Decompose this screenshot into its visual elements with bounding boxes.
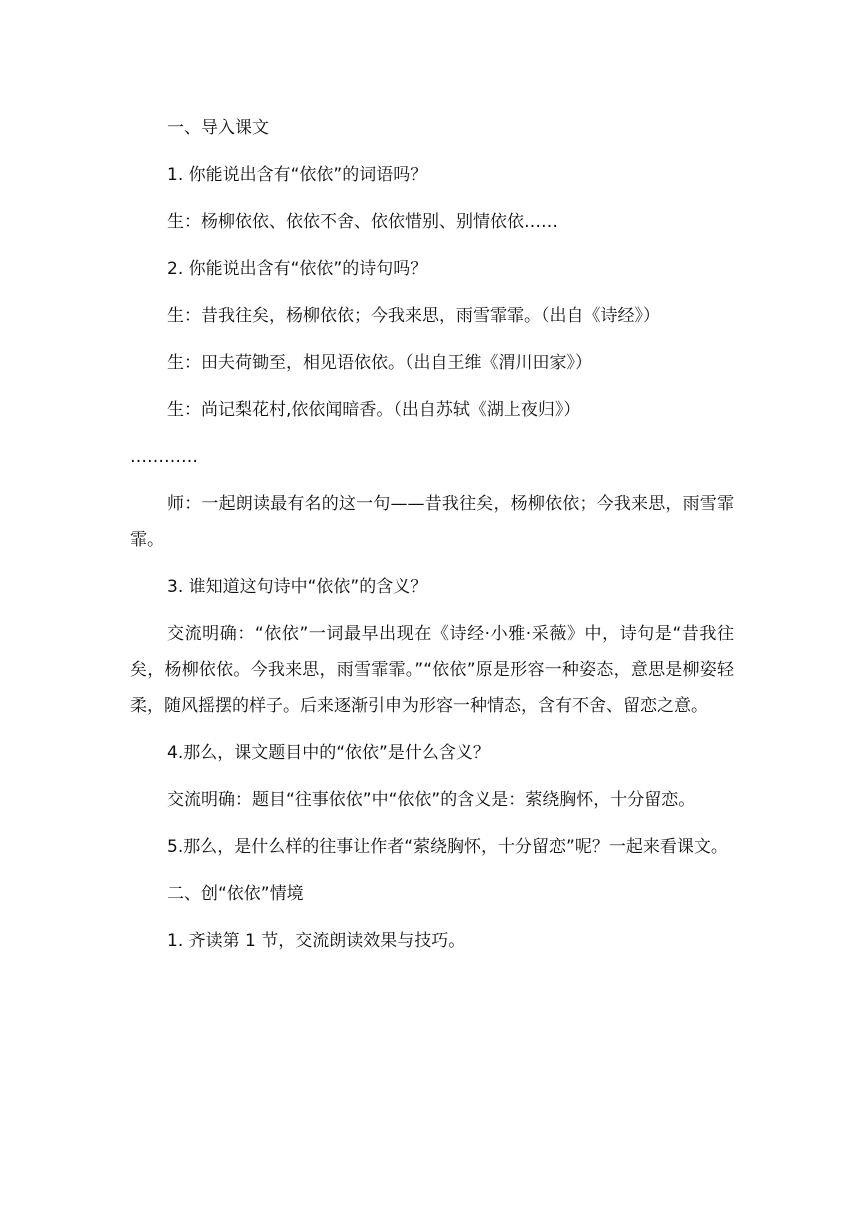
student-answer-2b: 生：田夫荷锄至，相见语依依。（出自王维《渭川田家》） (167, 353, 592, 373)
question-3: 3. 谁知道这句诗中“依依”的含义？ (167, 577, 428, 597)
student-answer-1: 生：杨柳依依、依依不舍、依依惜别、别情依依…… (167, 212, 558, 232)
activity-1: 1. 齐读第 1 节，交流朗读效果与技巧。 (167, 931, 466, 951)
question-4: 4.那么，课文题目中的“依依”是什么含义？ (167, 743, 490, 763)
student-answer-2a: 生：昔我往矣，杨柳依依；今我来思，雨雪霏霏。（出自《诗经》） (167, 306, 660, 326)
student-answer-2c: 生：尚记梨花村,依依闻暗香。（出自苏轼《湖上夜归》） (167, 400, 581, 420)
discussion-conclusion-2: 交流明确：题目“往事依依”中“依依”的含义是：萦绕胸怀，十分留恋。 (167, 790, 696, 810)
section-heading-1: 一、导入课文 (167, 118, 269, 138)
section-heading-2: 二、创“依依”情境 (167, 884, 304, 904)
ellipsis-line: ………… (130, 447, 198, 467)
question-2: 2. 你能说出含有“依依”的诗句吗？ (167, 259, 428, 279)
question-1: 1. 你能说出含有“依依”的词语吗？ (167, 165, 428, 185)
question-5: 5.那么，是什么样的往事让作者“萦绕胸怀，十分留恋”呢？一起来看课文。 (167, 837, 728, 857)
discussion-conclusion-1: 交流明确：“依依”一词最早出现在《诗经·小雅·采薇》中，诗句是“昔我往矣，杨柳依依。今我来思，雨雪霏霏。”“依依”原是形容一种姿态，意思是柳姿轻柔，随风摇摆的样子。后来逐渐引申为形容一种情态，含有不舍、留恋之意。 (130, 624, 734, 716)
teacher-instruction: 师：一起朗读最有名的这一句——昔我往矣，杨柳依依；今我来思，雨雪霏霏。 (130, 494, 734, 550)
document-body (130, 110, 734, 970)
